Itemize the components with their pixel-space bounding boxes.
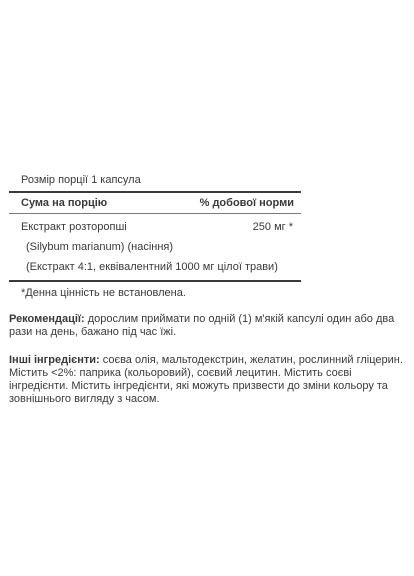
- other-ingredients-text: соєва олія, мальтодекстрин, желатин, рослинний гліцерин. Містить <2%: паприка (кольоровий), соєвий лецитин. Містить соєві інгредієнти. Містить інгредієнти, які можуть призвести до зміни кольору та зовнішнього вигляду з часом.: [9, 354, 403, 405]
- daily-value-header: % добової норми: [199, 197, 294, 209]
- recommendations-paragraph: [9, 313, 405, 339]
- daily-value-footnote: *Денна цінність не встановлена.: [21, 287, 186, 299]
- ingredient-name: Екстракт розторопші: [21, 221, 127, 233]
- recommendations-text: дорослим приймати по одній (1) м'якій капсулі один або два рази на день, бажано під час їжі.: [9, 313, 395, 338]
- other-ingredients-label: Інші інгредієнти:: [9, 354, 100, 366]
- ingredient-extract-note: (Екстракт 4:1, еквівалентний 1000 мг цілої трави): [26, 261, 278, 273]
- supplement-facts-table: [9, 170, 301, 300]
- other-ingredients-paragraph: [9, 354, 405, 406]
- ingredient-latin-name: (Silybum marianum) (насіння): [26, 241, 174, 253]
- serving-size: Розмір порції 1 капсула: [21, 174, 141, 186]
- recommendations-label: Рекомендації:: [9, 313, 85, 325]
- amount-per-serving-header: Сума на порцію: [21, 197, 108, 209]
- table-header: [9, 193, 301, 213]
- ingredient-amount: 250 мг *: [252, 221, 293, 233]
- ingredient-row: [9, 214, 301, 234]
